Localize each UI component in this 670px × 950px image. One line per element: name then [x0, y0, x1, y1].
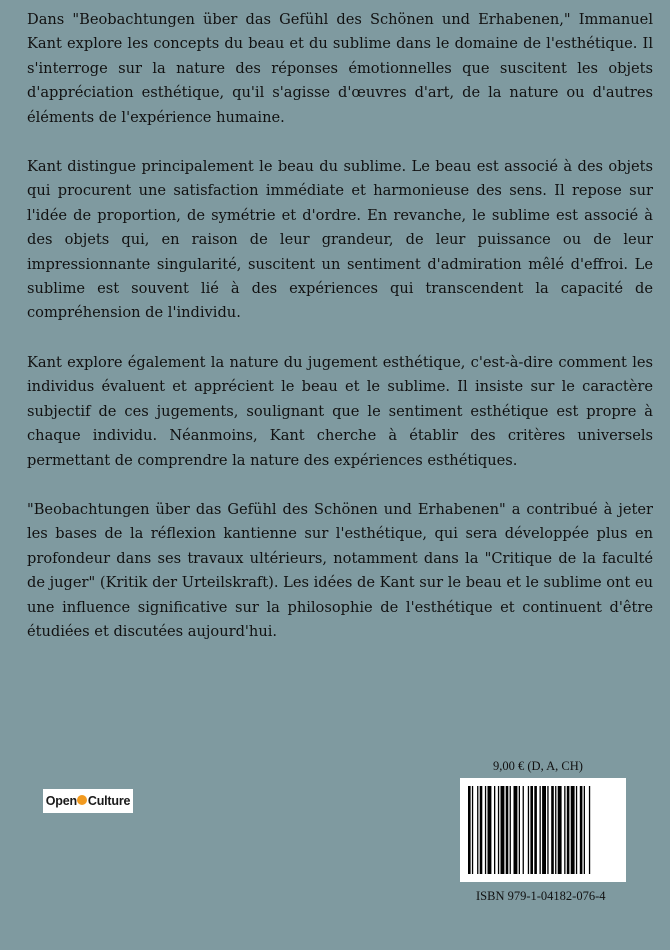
paragraph-1: Dans "Beobachtungen über das Gefühl des Schönen und Erhabenen," Immanuel Kant explore les concepts du beau et du sublime dans le domaine de l'esthétique. Il s'interroge sur la nature des réponses émotionnelles que suscitent les objets d'appréciation esthétique, qu'il s'agisse d'œuvres d'art, de la nature ou d'autres éléments de l'expérience humaine.: [27, 11, 653, 126]
barcode-bar: [576, 786, 577, 874]
description-text: [27, 8, 653, 669]
barcode-bar: [506, 786, 509, 874]
barcode-bar: [472, 786, 473, 874]
barcode-bar: [501, 786, 505, 874]
barcode-bar: [580, 786, 583, 874]
barcode-bar: [514, 786, 518, 874]
paragraph-2: Kant distingue principalement le beau du sublime. Le beau est associé à des objets qui procurent une satisfaction immédiate et harmonieuse des sens. Il repose sur l'idée de proportion, de symétrie et d'ordre. En revanche, le sublime est associé à des objets qui, en raison de leur grandeur, de leur puissance ou de leur impressionnante singularité, suscitent un sentiment d'admiration mêlé d'effroi. Le sublime est souvent lié à des expériences qui transcendent la capacité de compréhension de l'individu.: [27, 158, 653, 322]
barcode-bar: [494, 786, 495, 874]
barcode-bar: [567, 786, 570, 874]
barcode: [460, 778, 626, 882]
logo-accent-icon: [77, 795, 87, 805]
paragraph-4: "Beobachtungen über das Gefühl des Schönen und Erhabenen" a contribué à jeter les bases de la réflexion kantienne sur l'esthétique, qui sera développée plus en profondeur dans ses travaux ultérieurs, notamment dans la "Critique de la faculté de juger" (Kritik der Urteilskraft). Les idées de Kant sur le beau et le sublime ont eu une influence significative sur la philosophie de l'esthétique et continuent d'être étudiées et discutées aujourd'hui.: [27, 500, 653, 640]
barcode-bar: [558, 786, 562, 874]
barcode-bar: [468, 786, 471, 874]
barcode-bar: [498, 786, 499, 874]
barcode-bar: [477, 786, 478, 874]
barcode-bar: [547, 786, 548, 874]
barcode-bar: [510, 786, 511, 874]
price-label: 9,00 € (D, A, CH): [493, 759, 583, 773]
isbn-label: ISBN 979-1-04182-076-4: [476, 889, 606, 903]
barcode-bar: [534, 786, 537, 874]
barcode-bar: [488, 786, 492, 874]
barcode-bar: [523, 786, 524, 874]
logo-text-open: Open: [45, 794, 77, 808]
barcode-bar: [485, 786, 486, 874]
barcode-bar: [555, 786, 556, 874]
barcode-bar: [542, 786, 546, 874]
barcode-bar: [571, 786, 575, 874]
barcode-bar: [530, 786, 533, 874]
publisher-logo: [43, 789, 133, 813]
barcode-bar: [519, 786, 520, 874]
barcode-bars: [468, 786, 618, 874]
barcode-bar: [528, 786, 529, 874]
barcode-bar: [540, 786, 541, 874]
barcode-bar: [589, 786, 590, 874]
barcode-bar: [564, 786, 565, 874]
logo-text-culture: Culture: [77, 794, 130, 808]
barcode-bar: [551, 786, 554, 874]
barcode-bar: [584, 786, 585, 874]
barcode-bar: [480, 786, 483, 874]
paragraph-3: Kant explore également la nature du jugement esthétique, c'est-à-dire comment les individus évaluent et apprécient le beau et le sublime. Il insiste sur le caractère subjectif de ces jugements, soulignant que le sentiment esthétique est propre à chaque individu. Néanmoins, Kant cherche à établir des critères universels permettant de comprendre la nature des expériences esthétiques.: [27, 353, 653, 469]
